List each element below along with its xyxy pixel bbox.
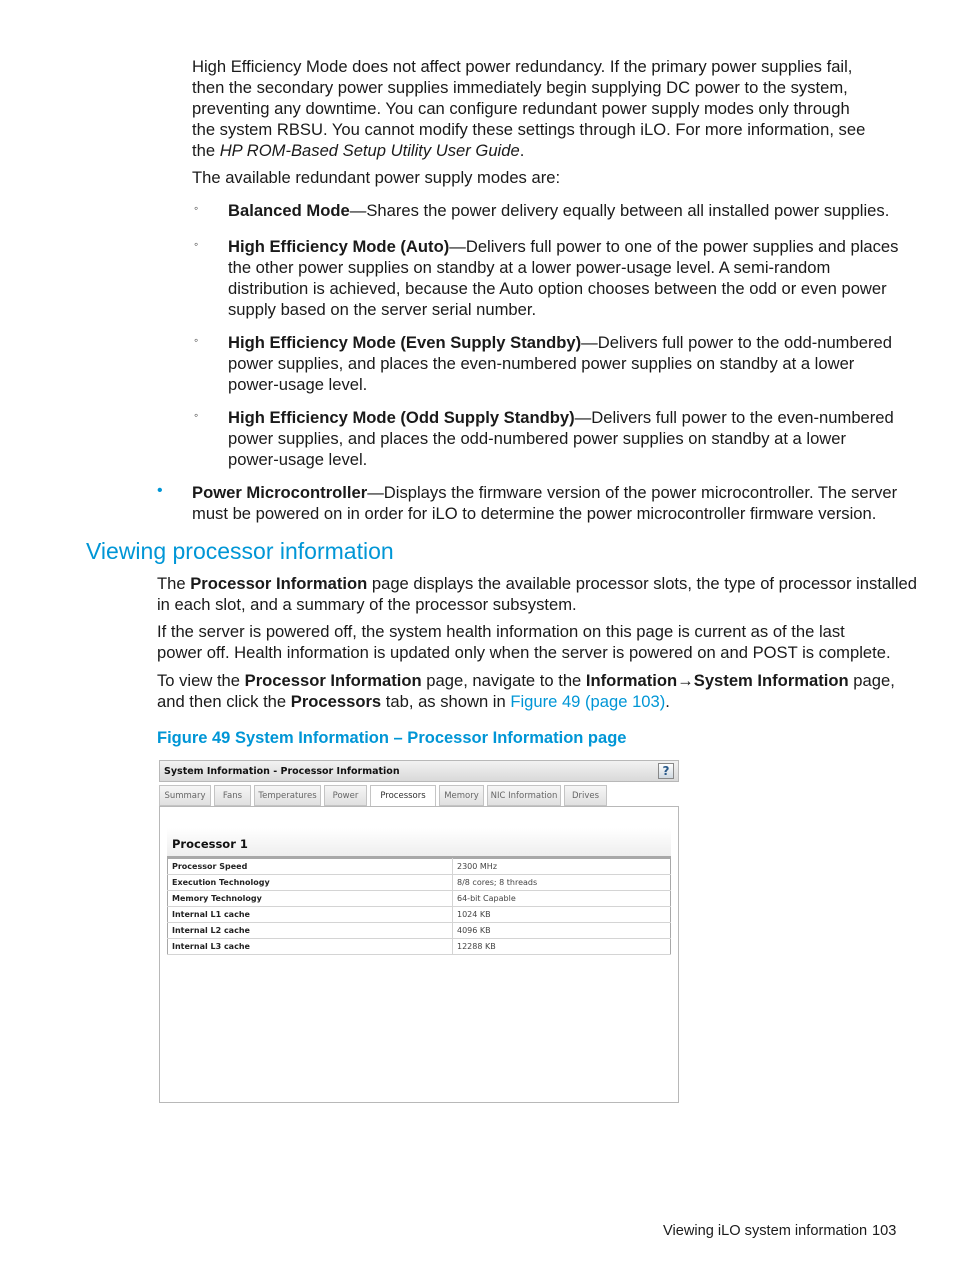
mode-term: High Efficiency Mode (Auto) [228,237,450,256]
mode-term: High Efficiency Mode (Even Supply Standby) [228,333,582,352]
mode-desc: —Delivers full power to the odd-numbered [581,333,892,352]
list-bullet: ◦ [194,237,199,251]
tab-panel [159,806,679,1103]
page-number: 103 [872,1223,897,1239]
tab-power[interactable]: Power [324,785,367,806]
processor-title: Processor 1 [172,837,248,851]
micro-term: Power Microcontroller [192,483,368,502]
tab-summary[interactable]: Summary [159,785,211,806]
section-paragraph-1 [157,573,917,615]
table-row [168,923,671,939]
text: power off. Health information is updated only when the server is powered on and POST is complete. [157,643,891,662]
intro-paragraph [192,56,865,161]
text: page, navigate to the [421,671,586,690]
text: If the server is powered off, the system health information on this page is current as of the last [157,622,845,641]
footer-section: Viewing iLO system information [663,1223,868,1239]
row-value: 12288 KB [453,939,671,955]
row-value: 2300 MHz [453,859,671,875]
mode-desc: distribution is achieved, because the Auto option chooses between the odd or even power [228,279,887,298]
mode-desc: the other power supplies on standby at a lower power-usage level. A semi-random [228,258,831,277]
intro-line: the system RBSU. You cannot modify these settings through iLO. For more information, see [192,120,866,139]
ilo-screenshot [159,760,679,1103]
window-title: System Information - Processor Information [164,766,400,777]
mode-term: Balanced Mode [228,201,350,220]
intro-line [192,140,865,161]
text: To view the [157,671,245,690]
row-label: Internal L3 cache [168,939,453,955]
tab-bar [159,785,679,806]
mode-desc: power supplies, and places the odd-numbered power supplies on standby at a lower [228,429,847,448]
table-row [168,907,671,923]
help-icon[interactable]: ? [658,763,674,779]
section-paragraph-3 [157,670,895,712]
processor-table [167,858,671,955]
text: page, [848,671,895,690]
micro-desc: —Displays the firmware version of the power microcontroller. The server [367,483,898,502]
guide-title: HP ROM-Based Setup Utility User Guide [219,141,520,160]
text: The [157,574,191,593]
row-value: 64-bit Capable [453,891,671,907]
row-label: Memory Technology [168,891,453,907]
section-heading: Viewing processor information [86,538,394,564]
processor-heading [167,828,671,858]
mode-term: High Efficiency Mode (Odd Supply Standby) [228,408,575,427]
text: the [192,141,220,160]
text: tab, as shown in [381,692,511,711]
tab-drives[interactable]: Drives [564,785,607,806]
row-label: Processor Speed [168,859,453,875]
list-bullet: ◦ [194,201,199,215]
list-bullet: ◦ [194,333,199,347]
modes-intro: The available redundant power supply modes are: [192,168,561,187]
tab-fans[interactable]: Fans [214,785,251,806]
text: page displays the available processor slots, the type of processor installed [367,574,918,593]
row-value: 4096 KB [453,923,671,939]
tab-temperatures[interactable]: Temperatures [254,785,321,806]
window-titlebar [159,760,679,782]
tab-processors[interactable]: Processors [370,785,436,807]
table-row [168,939,671,955]
intro-line: High Efficiency Mode does not affect power redundancy. If the primary power supplies fail, [192,57,853,76]
bold-term: Processor Information [244,671,422,690]
mode-desc: power-usage level. [228,450,368,469]
mode-item-balanced [228,200,889,221]
row-label: Internal L2 cache [168,923,453,939]
text: in each slot, and a summary of the processor subsystem. [157,595,577,614]
row-value: 8/8 cores; 8 threads [453,875,671,891]
section-paragraph-2 [157,621,891,663]
intro-line: preventing any downtime. You can configure redundant power supply modes only through [192,99,850,118]
intro-line: then the secondary power supplies immediately begin supplying DC power to the system, [192,78,848,97]
mode-desc: —Delivers full power to one of the power supplies and places [449,237,899,256]
bold-term: Processors [290,692,382,711]
table-row [168,859,671,875]
table-row [168,891,671,907]
bold-term: System Information [693,671,849,690]
tab-memory[interactable]: Memory [439,785,484,806]
mode-desc: —Shares the power delivery equally between all installed power supplies. [349,201,890,220]
text: and then click the [157,692,291,711]
row-value: 1024 KB [453,907,671,923]
mode-desc: power-usage level. [228,375,368,394]
arrow-glyph: → [677,671,694,690]
figure-link[interactable]: Figure 49 (page 103) [510,692,666,711]
figure-caption: Figure 49 System Information – Processor Information page [157,729,627,747]
mode-desc: supply based on the server serial number. [228,300,537,319]
bold-term: Processor Information [190,574,368,593]
text: . [665,692,670,711]
table-row [168,875,671,891]
mode-item-auto [228,236,898,320]
tab-nic-information[interactable]: NIC Information [487,785,561,806]
power-microcontroller-item [192,482,897,524]
row-label: Execution Technology [168,875,453,891]
row-label: Internal L1 cache [168,907,453,923]
micro-desc: must be powered on in order for iLO to determine the power microcontroller firmware version. [192,504,877,523]
bold-term: Information [585,671,678,690]
list-bullet: ◦ [194,408,199,422]
mode-item-odd [228,407,894,470]
mode-desc: —Delivers full power to the even-numbered [574,408,894,427]
list-bullet: • [157,482,163,499]
mode-desc: power supplies, and places the even-numbered power supplies on standby at a lower [228,354,855,373]
mode-item-even [228,332,892,395]
text: . [519,141,525,160]
